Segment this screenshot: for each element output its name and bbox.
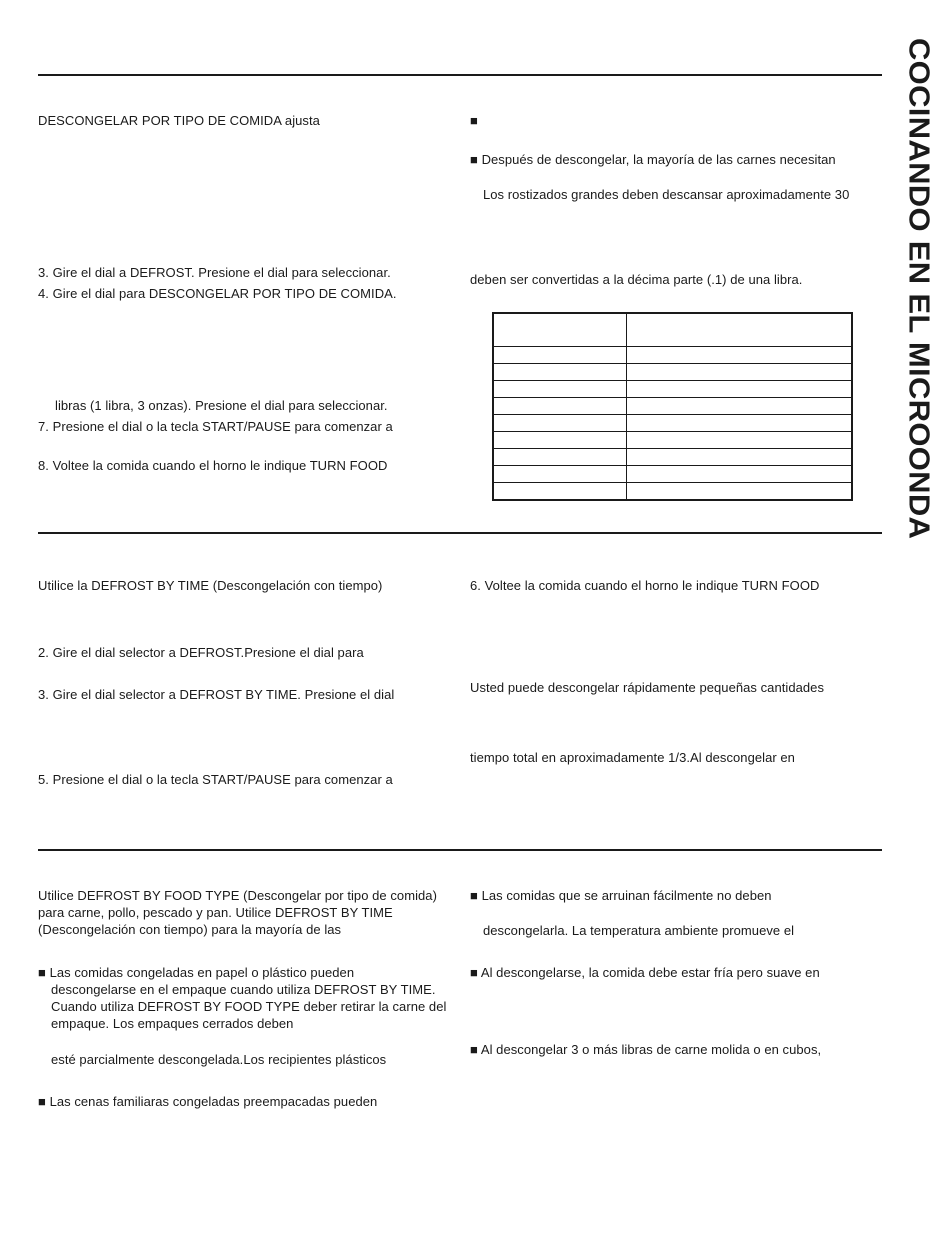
total-time-text: tiempo total en aproximadamente 1/3.Al descongelar en: [470, 750, 795, 765]
table-header-row: [493, 313, 852, 347]
time-step-5-text: 5. Presione el dial o la tecla START/PAUSE para comenzar a: [38, 772, 393, 787]
perishable-food-bullet: ■ Las comidas que se arruinan fácilmente no deben: [470, 888, 772, 903]
section-divider-1: [38, 74, 882, 76]
defrost-food-type-intro: DESCONGELAR POR TIPO DE COMIDA ajusta: [38, 113, 320, 128]
table-cell: [493, 483, 627, 501]
empty-bullet: ■: [470, 113, 478, 128]
table-cell: [627, 466, 853, 483]
packaged-food-continuation: esté parcialmente descongelada.Los recipientes plásticos: [51, 1052, 387, 1067]
table-cell: [493, 432, 627, 449]
table-row: [493, 347, 852, 364]
table-row: [493, 381, 852, 398]
quick-defrost-text: Usted puede descongelar rápidamente pequeñas cantidades: [470, 680, 825, 695]
table-row: [493, 415, 852, 432]
cold-soft-food-bullet: ■ Al descongelarse, la comida debe estar fría pero suave en: [470, 965, 820, 980]
table-cell: [493, 398, 627, 415]
table-row: [493, 449, 852, 466]
defrost-tips-intro: Utilice DEFROST BY FOOD TYPE (Descongelar por tipo de comida) para carne, pollo, pescado y pan. Utilice DEFROST BY TIME (Descongelación con tiempo) para la mayoría de las: [38, 888, 437, 937]
section-divider-2: [38, 532, 882, 534]
weight-conversion-note: deben ser convertidas a la décima parte (.1) de una libra.: [470, 272, 803, 287]
time-step-2-text: 2. Gire el dial selector a DEFROST.Presione el dial para: [38, 645, 364, 660]
table-cell: [493, 364, 627, 381]
table-cell: [493, 313, 627, 347]
section-divider-3: [38, 849, 882, 851]
rest-after-defrost-continuation: Los rostizados grandes deben descansar aproximadamente 30: [483, 187, 850, 202]
table-cell: [493, 381, 627, 398]
time-step-6-text: 6. Voltee la comida cuando el horno le indique TURN FOOD: [470, 578, 820, 593]
table-cell: [627, 347, 853, 364]
table-cell: [627, 432, 853, 449]
table-cell: [627, 313, 853, 347]
table-row: [493, 432, 852, 449]
table-cell: [627, 449, 853, 466]
table-cell: [493, 415, 627, 432]
table-cell: [627, 364, 853, 381]
defrost-by-time-intro: Utilice la DEFROST BY TIME (Descongelación con tiempo): [38, 578, 383, 593]
ground-meat-bullet: ■ Al descongelar 3 o más libras de carne molida o en cubos,: [470, 1042, 822, 1057]
step-6-continuation: libras (1 libra, 3 onzas). Presione el dial para seleccionar.: [55, 398, 388, 413]
table-cell: [493, 466, 627, 483]
family-dinners-bullet: ■ Las cenas familiaras congeladas preempacadas pueden: [38, 1094, 378, 1109]
table-cell: [627, 483, 853, 501]
step-3-text: 3. Gire el dial a DEFROST. Presione el dial para seleccionar.: [38, 265, 391, 280]
step-8-text: 8. Voltee la comida cuando el horno le indique TURN FOOD: [38, 458, 388, 473]
step-4-text: 4. Gire el dial para DESCONGELAR POR TIPO DE COMIDA.: [38, 286, 397, 301]
table-row: [493, 466, 852, 483]
section-side-title: COCINANDO EN EL MICROONDA: [903, 38, 936, 540]
table-row: [493, 483, 852, 501]
packaged-food-bullet: ■ Las comidas congeladas en papel o plástico pueden: [38, 965, 355, 980]
table-row: [493, 364, 852, 381]
packaged-food-bullet-body: descongelarse en el empaque cuando utiliza DEFROST BY TIME. Cuando utiliza DEFROST BY FOOD TYPE deber retirar la carne del empaque. Los empaques cerrados deben: [51, 982, 447, 1031]
time-step-3-text: 3. Gire el dial selector a DEFROST BY TIME. Presione el dial: [38, 687, 395, 702]
table-cell: [493, 449, 627, 466]
table-cell: [627, 415, 853, 432]
perishable-food-continuation: descongelarla. La temperatura ambiente promueve el: [483, 923, 795, 938]
table-row: [493, 398, 852, 415]
step-7-text: 7. Presione el dial o la tecla START/PAUSE para comenzar a: [38, 419, 393, 434]
rest-after-defrost-bullet: ■ Después de descongelar, la mayoría de las carnes necesitan: [470, 152, 836, 167]
weight-conversion-table: [492, 312, 853, 501]
table-cell: [627, 398, 853, 415]
table-cell: [627, 381, 853, 398]
table-cell: [493, 347, 627, 364]
